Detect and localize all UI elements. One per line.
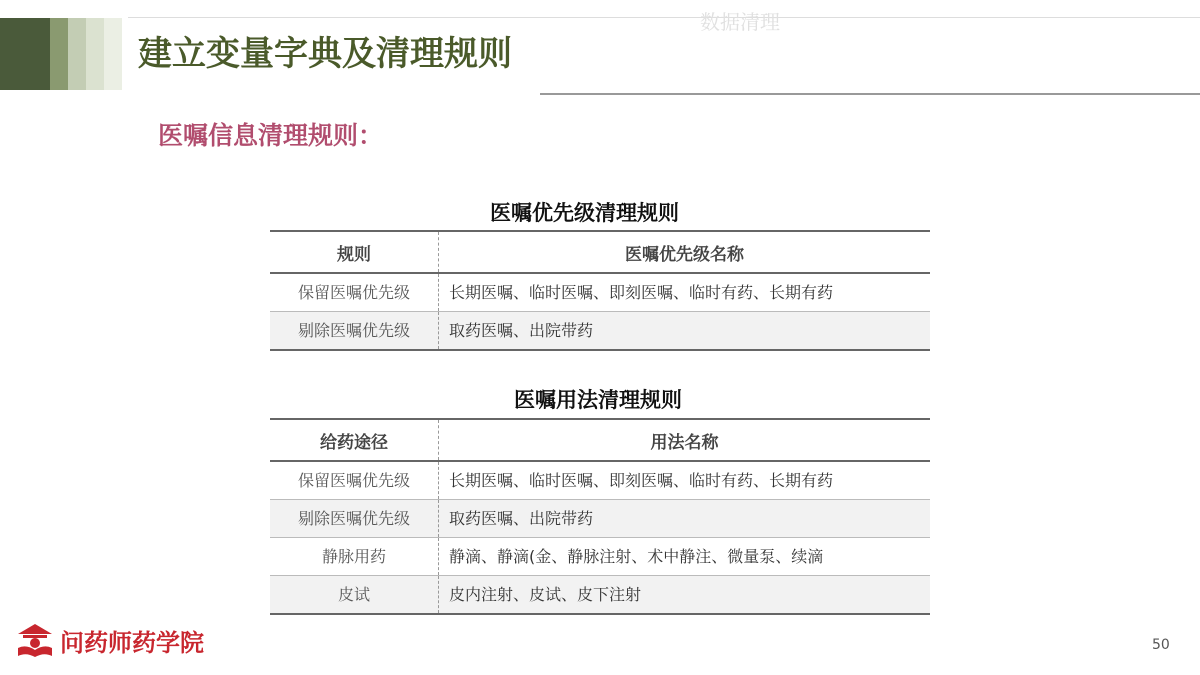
column-header: 用法名称 — [439, 419, 931, 461]
logo-text: 问药师药学院 — [60, 628, 204, 657]
column-header: 规则 — [270, 231, 439, 273]
table-row — [270, 461, 930, 500]
table-cell: 长期医嘱、临时医嘱、即刻医嘱、临时有药、长期有药 — [439, 273, 931, 312]
column-header: 医嘱优先级名称 — [439, 231, 931, 273]
table-cell: 取药医嘱、出院带药 — [439, 312, 931, 351]
table-row — [270, 500, 930, 538]
table-row — [270, 576, 930, 615]
header-underline — [540, 93, 1200, 95]
table-cell: 剔除医嘱优先级 — [270, 500, 439, 538]
header-decoration — [0, 18, 122, 90]
table-row — [270, 312, 930, 351]
table-cell: 静滴、静滴(金、静脉注射、术中静注、微量泵、续滴 — [439, 538, 931, 576]
page-number: 50 — [1152, 637, 1170, 653]
table-row — [270, 538, 930, 576]
table-cell: 皮试 — [270, 576, 439, 615]
table-header-row — [270, 231, 930, 273]
section-subtitle: 医嘱信息清理规则： — [158, 121, 384, 150]
table-header-row — [270, 419, 930, 461]
usage-rules-table — [270, 418, 930, 615]
table-cell: 皮内注射、皮试、皮下注射 — [439, 576, 931, 615]
book-academy-icon — [16, 622, 54, 658]
table-cell: 静脉用药 — [270, 538, 439, 576]
table-cell: 剔除医嘱优先级 — [270, 312, 439, 351]
slide-title: 建立变量字典及清理规则 — [138, 34, 512, 74]
column-header: 给药途径 — [270, 419, 439, 461]
table-cell: 保留医嘱优先级 — [270, 461, 439, 500]
table-cell: 取药医嘱、出院带药 — [439, 500, 931, 538]
table-cell: 长期医嘱、临时医嘱、即刻医嘱、临时有药、长期有药 — [439, 461, 931, 500]
table-row — [270, 273, 930, 312]
table1-caption: 医嘱优先级清理规则 — [490, 201, 679, 225]
ghost-text: 数据清理 — [700, 10, 780, 34]
table-cell: 保留医嘱优先级 — [270, 273, 439, 312]
academy-logo — [16, 622, 204, 658]
table2-caption: 医嘱用法清理规则 — [514, 388, 682, 412]
priority-rules-table — [270, 230, 930, 351]
